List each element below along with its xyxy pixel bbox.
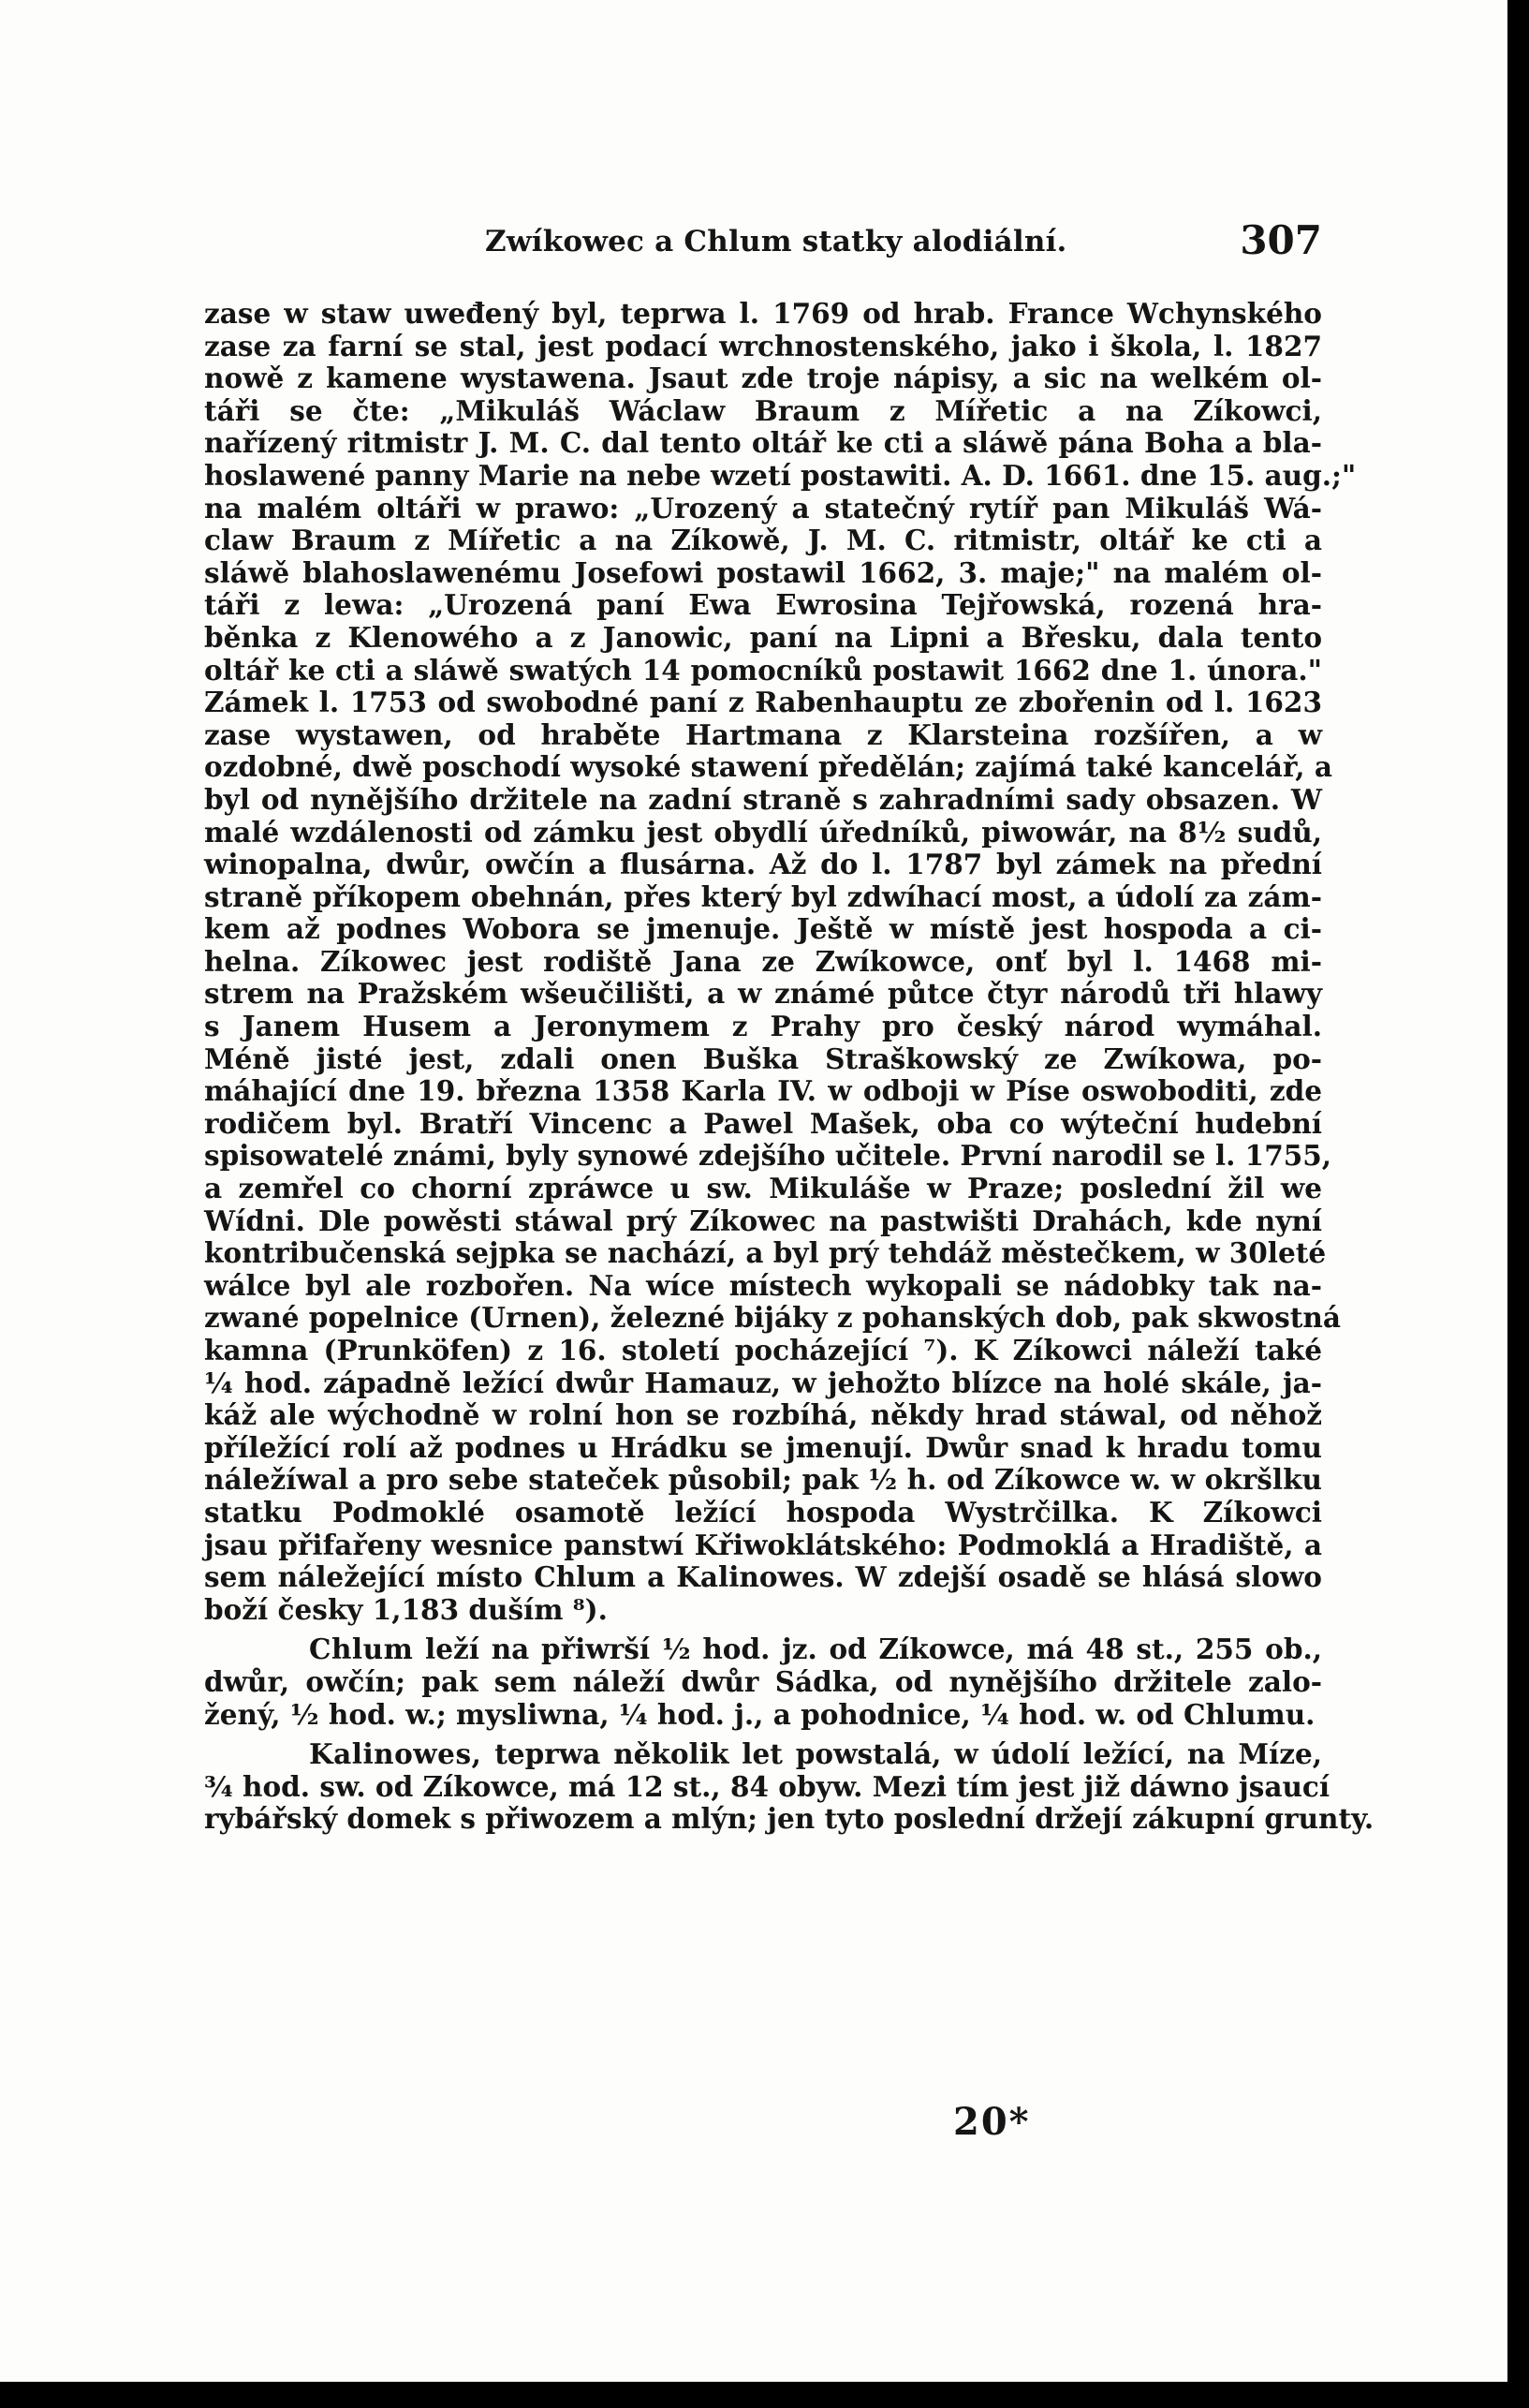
text-line: jsau přifařeny wesnice panstwí Křiwoklátského: Podmoklá a Hradiště, a [204,1528,1322,1561]
text-line: sem náležející místo Chlum a Kalinowes. W zdejší osadě se hlásá slowo [204,1560,1322,1594]
text-line: příležící rolí až podnes u Hrádku se jmenují. Dwůr snad k hradu tomu [204,1430,1322,1464]
text-line: straně příkopem obehnán, přes který byl zdwíhací most, a údolí za zám- [204,879,1322,913]
paragraph-chlum-first-line [204,1633,1322,1666]
text-line: hoslawené panny Marie na nebe wzetí postawiti. A. D. 1661. dne 15. aug.;" [204,458,1357,492]
text-line: ¼ hod. západně ležící dwůr Hamauz, w jehožto blízce na holé skále, ja- [204,1366,1322,1399]
text-line: ozdobné, dwě poschodí wysoké stawení předělán; zajímá také kancelář, a [204,750,1332,784]
text-line: rodičem byl. Bratří Vincenc a Pawel Mašek, oba co wýteční hudební [204,1106,1322,1140]
text-line: statku Podmoklé osamotě ležící hospoda Wystrčilka. K Zíkowci [204,1495,1322,1529]
text-line: Méně jisté jest, zdali onen Buška Straškowský ze Zwíkowa, po- [204,1041,1322,1075]
text-line: spisowatelé známi, byly synowé zdejšího učitele. První narodil se l. 1755, [204,1139,1332,1173]
text-line: na malém oltáři w prawo: „Urozený a statečný rytíř pan Mikuláš Wá- [204,491,1322,524]
text-line: žený, ½ hod. w.; mysliwna, ¼ hod. j., a pohodnice, ¼ hod. w. od Chlumu. [204,1697,1316,1731]
text-line: Zámek l. 1753 od swobodné paní z Rabenhauptu ze zbořenin od l. 1623 [204,686,1322,719]
text-line: winopalna, dwůr, owčín a flusárna. Až do l. 1787 byl zámek na přední [204,848,1322,881]
body-text [204,297,1375,1836]
text-line: dwůr, owčín; pak sem náleží dwůr Sádka, od nynějšího držitele zalo- [204,1664,1322,1698]
text-line: zwané popelnice (Urnen), železné bijáky z pohanských dob, pak skwostná [204,1301,1341,1335]
text-line: kamna (Prunköfen) z 16. století pocházející ⁷). K Zíkowci náleží také [204,1334,1322,1367]
text-line: náležíwal a pro sebe stateček působil; pak ½ h. od Zíkowce w. w okršlku [204,1463,1322,1497]
text-line: zase wystawen, od hraběte Hartmana z Klarsteina rozšířen, a w [204,717,1322,751]
text-line: oltář ke cti a sláwě swatých 14 pomocníků postawit 1662 dne 1. února." [204,653,1322,687]
text-line: zase za farní se stal, jest podací wrchnostenského, jako i škola, l. 1827 [204,329,1322,362]
text-line: s Janem Husem a Jeronymem z Prahy pro český národ wymáhal. [204,1010,1322,1043]
text-line: táři z lewa: „Urozená paní Ewa Ewrosina Tejřowská, rozená hra- [204,588,1322,622]
text-line: leží na přiwrší ½ hod. jz. od Zíkowce, má 48 st., 255 ob., [425,1632,1322,1666]
text-line: kem až podnes Wobora se jmenuje. Ještě w místě jest hospoda a ci- [204,912,1322,946]
paragraph-kalinowes-first-line [204,1738,1322,1771]
page-header [204,217,1322,273]
running-title: Zwíkowec a Chlum statky alodiální. [485,225,1067,259]
text-line: strem na Pražském wšeučilišti, a w známé půtce čtyr národů tři hlawy [204,977,1322,1011]
page-number: 307 [1240,217,1322,263]
text-line: běnka z Klenowého a z Janowic, paní na Lipni a Břesku, dala tento [204,620,1322,654]
text-line: sláwě blahoslawenému Josefowi postawil 1662, 3. maje;" na malém ol- [204,555,1322,589]
text-line: zase w staw uweđený byl, teprwa l. 1769 od hrab. France Wchynského [204,297,1322,330]
text-line: boží česky 1,183 duším ⁸). [204,1592,608,1626]
text-line: máhající dne 19. března 1358 Karla IV. w odboji w Píse oswoboditi, zde [204,1074,1322,1108]
text-line: rybářský domek s přiwozem a mlýn; jen tyto poslední držejí zákupní grunty. [204,1802,1375,1836]
text-line: helna. Zíkowec jest rodiště Jana ze Zwíkowce, onť byl l. 1468 mi- [204,944,1322,978]
text-line: a zemřel co chorní zpráwce u sw. Mikuláše w Praze; poslední žil we [204,1172,1322,1205]
text-line: byl od nynějšího držitele na zadní straně s zahradními sady obsazen. W [204,782,1322,816]
text-line: táři se čte: „Mikuláš Wáclaw Braum z Mířetic a na Zíkowci, [204,393,1322,427]
text-line: malé wzdálenosti od zámku jest obydlí úředníků, piwowár, na 8½ sudů, [204,815,1322,849]
text-line: Wídni. Dle powěsti stáwal prý Zíkowec na pastwišti Drahách, kde nyní [204,1204,1322,1237]
signature-mark: 20* [953,2100,1031,2144]
heading-chlum: Chlum [309,1632,414,1666]
text-line: claw Braum z Mířetic a na Zíkowě, J. M. C. ritmistr, oltář ke cti a [204,524,1322,557]
text-line: kontribučenská sejpka se nachází, a byl prý tehdáž městečkem, w 30leté [204,1236,1327,1270]
heading-kalinowes: Kalinowes, [309,1737,482,1771]
text-line: káž ale wýchodně w rolní hon se rozbíhá, někdy hrad stáwal, od něhož [204,1398,1322,1432]
text-line: ¾ hod. sw. od Zíkowce, má 12 st., 84 obyw. Mezi tím jest již dáwno jsaucí [204,1769,1331,1803]
text-line: nowě z kamene wystawena. Jsaut zde troje nápisy, a sic na welkém ol- [204,362,1322,395]
text-line: wálce byl ale rozbořen. Na wíce místech wykopali se nádobky tak na- [204,1268,1322,1302]
text-line: teprwa několik let powstalá, w údolí ležící, na Míze, [494,1737,1322,1771]
text-line: nařízený ritmistr J. M. C. dal tento oltář ke cti a sláwě pána Boha a bla- [204,426,1322,460]
